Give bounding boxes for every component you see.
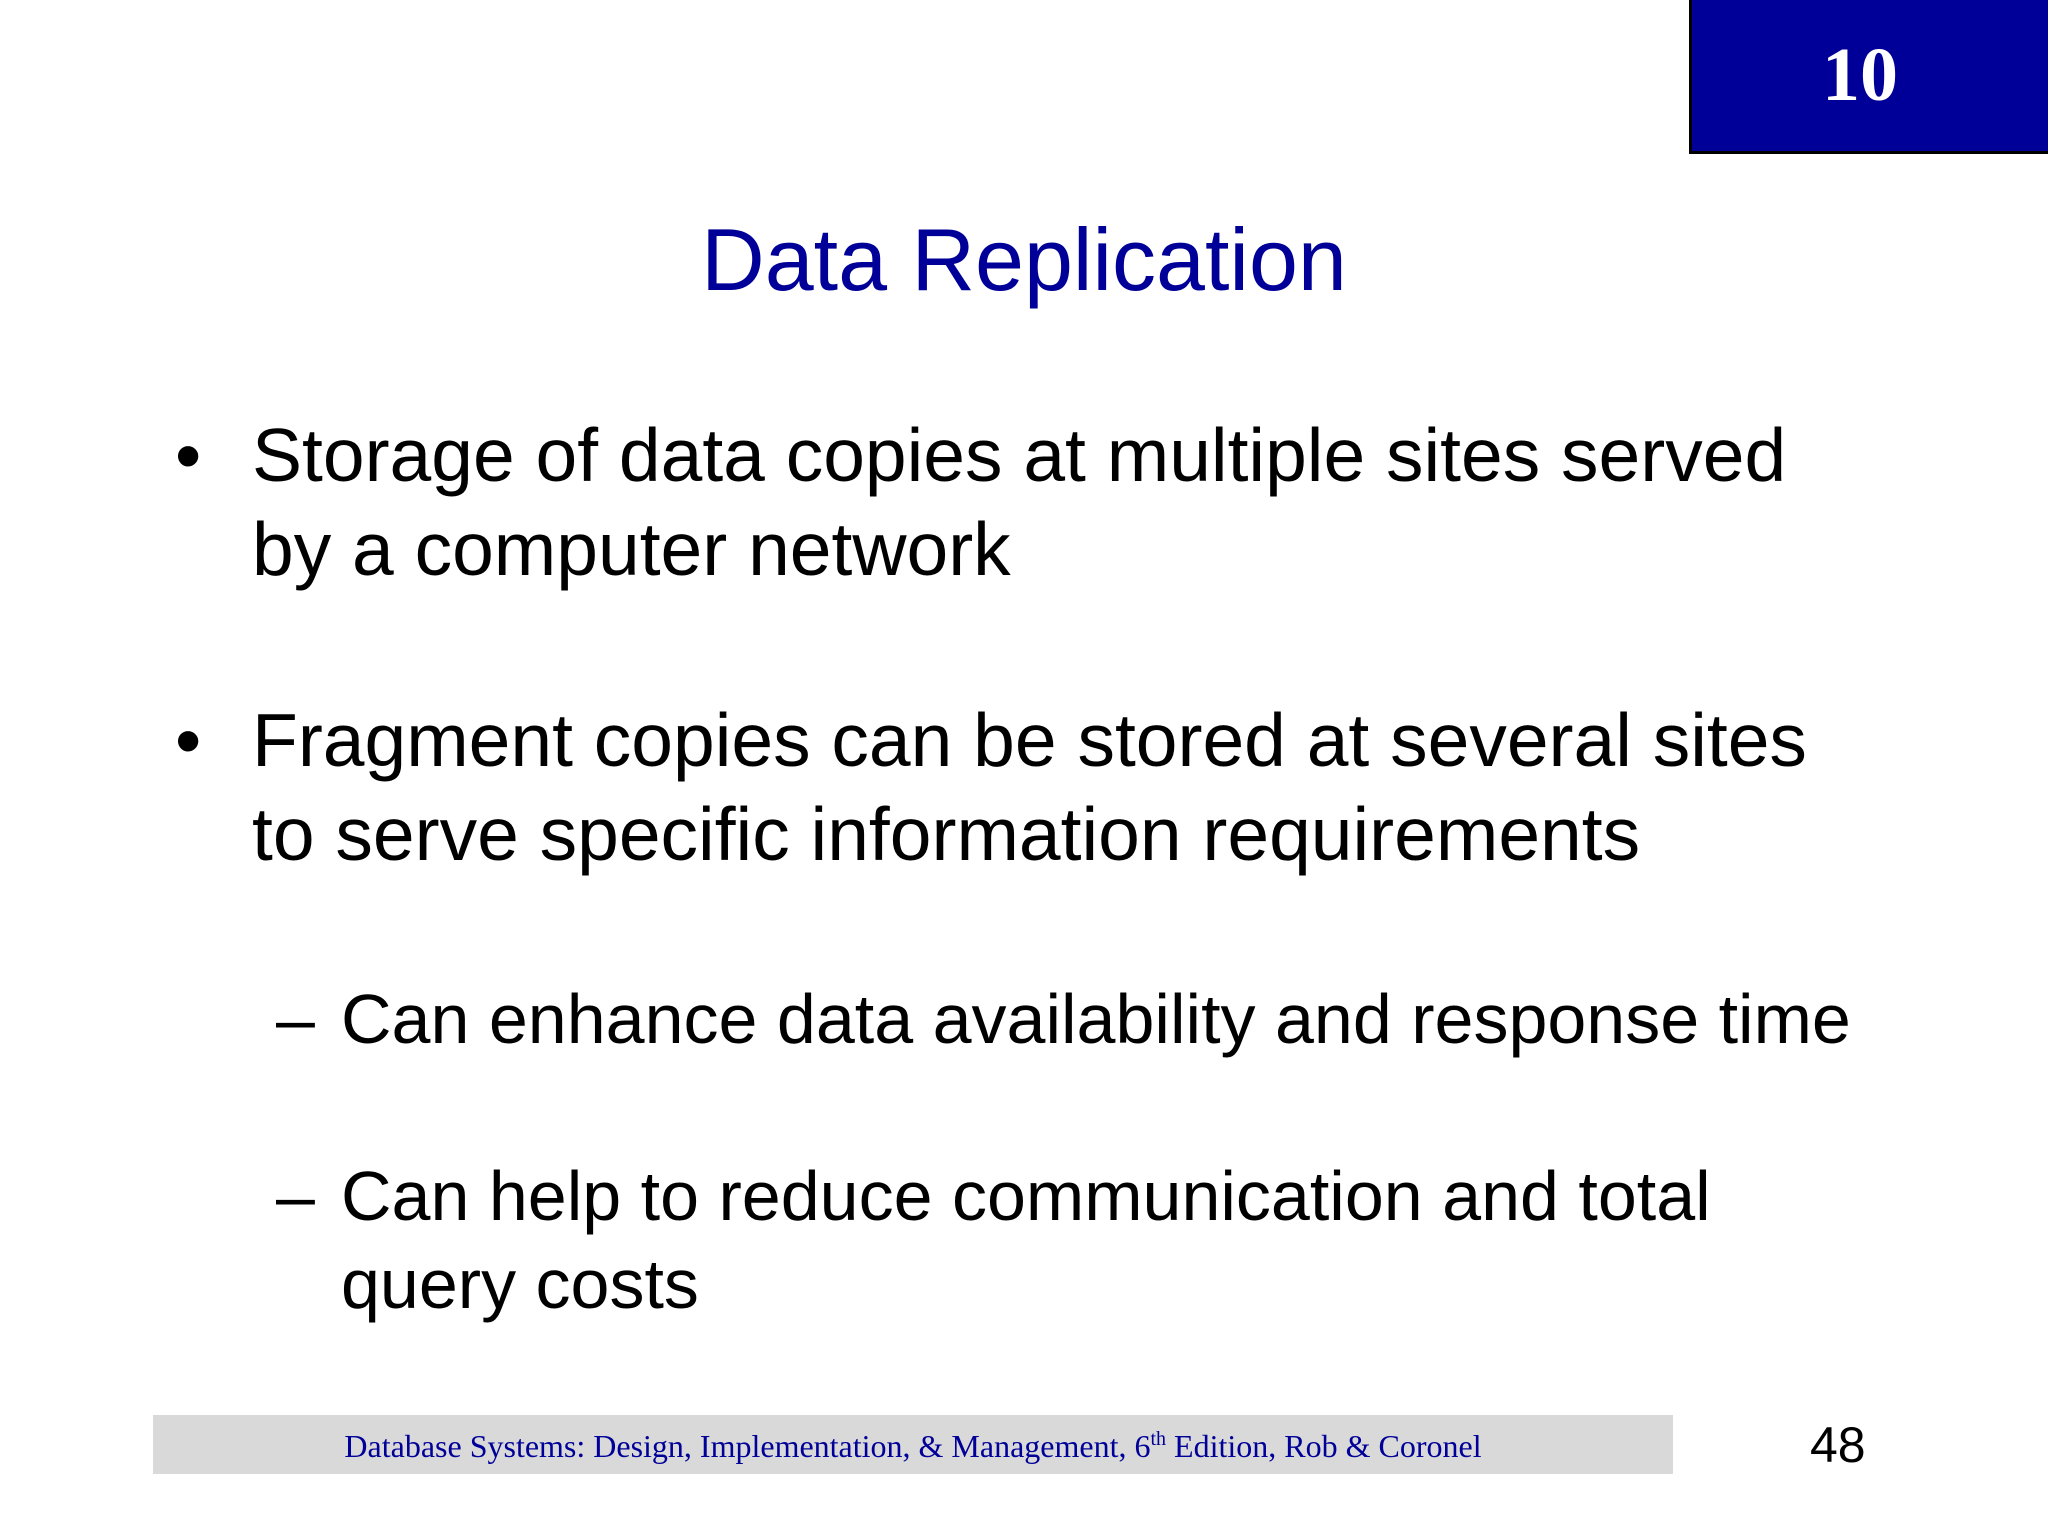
bullet-line: to serve specific information requirements: [252, 792, 1641, 876]
bullet-line: Fragment copies can be stored at several sites: [252, 698, 1807, 782]
sub-bullet-marker: –: [276, 980, 315, 1058]
bullet-marker: •: [175, 698, 202, 782]
sub-bullet-line: Can help to reduce communication and total: [341, 1157, 1711, 1235]
footer-citation: [153, 1415, 1673, 1474]
slide-title: Data Replication: [701, 210, 1347, 309]
footer-bar: [153, 1415, 1673, 1474]
chapter-number: 10: [1822, 33, 1898, 117]
sub-bullet-marker: –: [276, 1157, 315, 1235]
footer-text-main: Database Systems: Design, Implementation, & Management, 6: [344, 1428, 1151, 1464]
bullet-line: Storage of data copies at multiple sites served: [252, 413, 1787, 497]
bullet-line: by a computer network: [252, 507, 1011, 591]
footer-text-end: Edition, Rob & Coronel: [1166, 1428, 1482, 1464]
footer-superscript: th: [1150, 1428, 1167, 1450]
sub-bullet-line: Can enhance data availability and response time: [341, 980, 1851, 1058]
page-number: 48: [1810, 1417, 1866, 1473]
sub-bullet-line: query costs: [341, 1245, 699, 1323]
bullet-marker: •: [175, 413, 202, 497]
chapter-badge: [1689, 0, 2048, 154]
